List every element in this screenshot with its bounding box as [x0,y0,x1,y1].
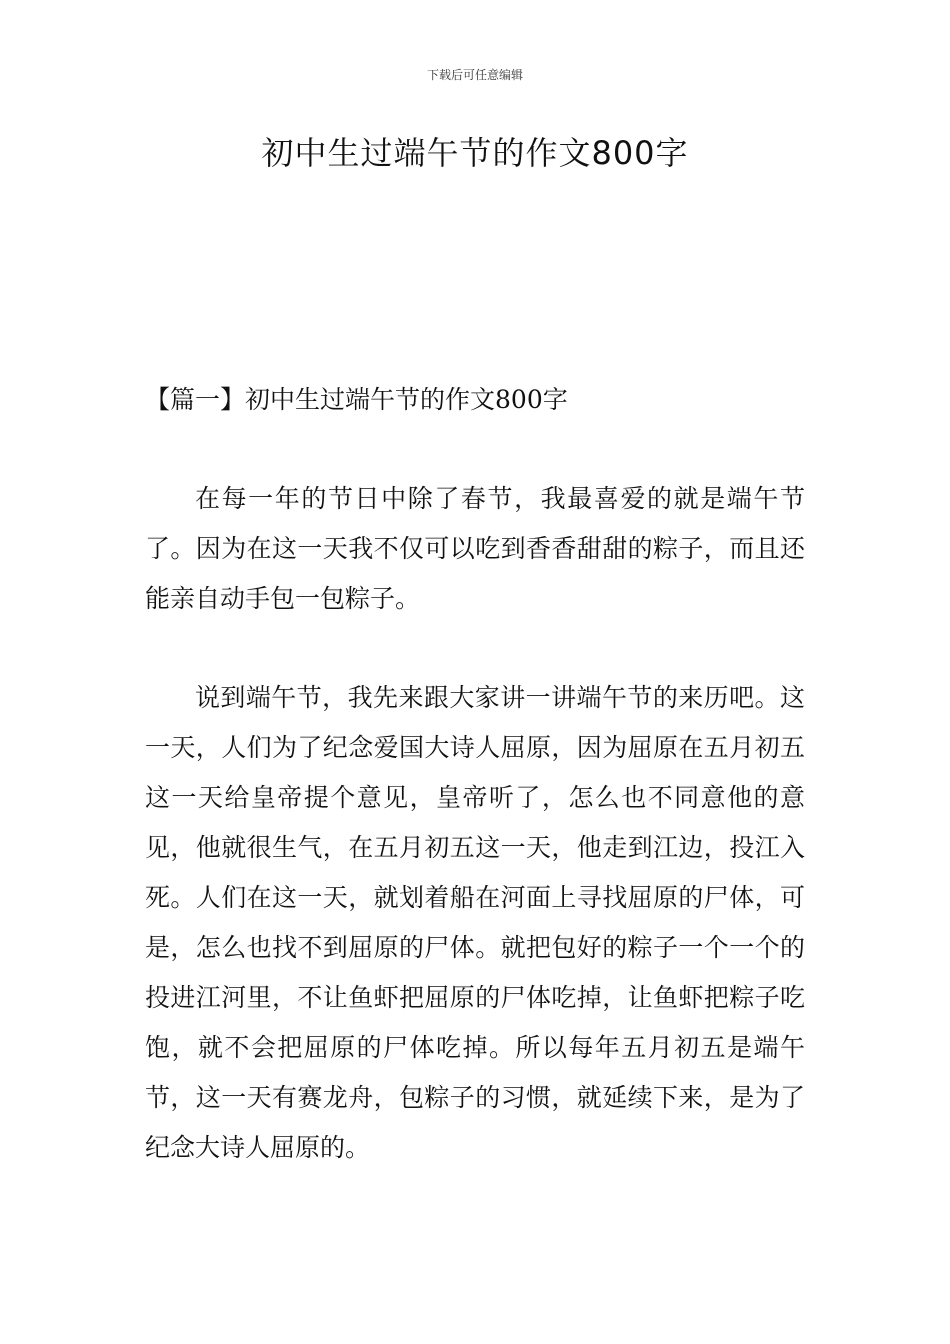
paragraph-1: 在每一年的节日中除了春节，我最喜爱的就是端午节了。因为在这一天我不仅可以吃到香香甜甜的粽子，而且还能亲自动手包一包粽子。 [145,484,805,613]
paragraph-2: 说到端午节，我先来跟大家讲一讲端午节的来历吧。这一天，人们为了纪念爱国大诗人屈原，因为屈原在五月初五这一天给皇帝提个意见，皇帝听了，怎么也不同意他的意见，他就很生气，在五月初五这一天，他走到江边，投江入死。人们在这一天，就划着船在河面上寻找屈原的尸体，可是，怎么也找不到屈原的尸体。就把包好的粽子一个一个的投进江河里，不让鱼虾把屈原的尸体吃掉，让鱼虾把粽子吃饱，就不会把屈原的尸体吃掉。所以每年五月初五是端午节，这一天有赛龙舟，包粽子的习惯，就延续下来，是为了纪念大诗人屈原的。 [145,683,805,1162]
header-note: 下载后可任意编辑 [426,68,523,82]
section-heading: 【篇一】初中生过端午节的作文800字 [145,385,568,414]
document-title: 初中生过端午节的作文800字 [261,134,689,172]
